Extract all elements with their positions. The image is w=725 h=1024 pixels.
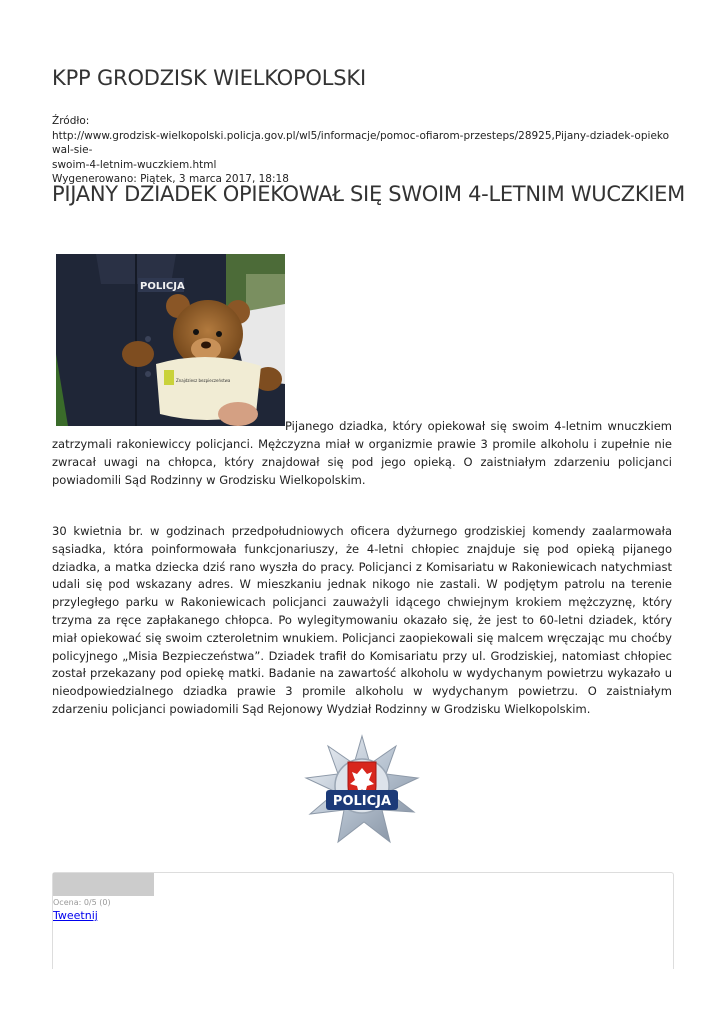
tweet-link[interactable]: Tweetnij — [53, 909, 98, 922]
police-star-logo — [304, 734, 420, 846]
meta-block — [52, 114, 677, 187]
photo-shirt-text: Znajdziesz bezpieczeństwa — [176, 378, 231, 383]
rating-text: Ocena: 0/5 (0) — [53, 898, 111, 907]
site-title: KPP GRODZISK WIELKOPOLSKI — [52, 66, 366, 90]
logo-text: POLICJA — [332, 794, 392, 809]
article-body-paragraph: 30 kwietnia br. w godzinach przedpołudniowych oficera dyżurnego grodziskiej komendy zaalarmowała sąsiadka, która poinformowała funkcjonariuszy, że 4-letni chłopiec znajduje się pod opieką pijanego dziadka, a matka dziecka dziś rano wyszła do pracy. Policjanci z Komisariatu w Rakoniewicach natychmiast udali się pod wskazany adres. W mieszkaniu jednak nikogo nie zastali. W podjętym patrolu na terenie przyległego parku w Rakoniewicach policjanci zauważyli idącego chwiejnym krokiem mężczyznę, który trzyma za ręce zapłakanego chłopca. Po wylegitymowaniu okazało się, że jest to 60-letni dziadek, który miał opiekować się swoim czteroletnim wnukiem. Policjanci zaopiekowali się malcem wręczając mu choćby policyjnego „Misia Bezpieczeństwa”. Dziadek trafił do Komisariatu przy ul. Grodziskiej, natomiast chłopiec został przekazany pod opiekę matki. Badanie na zawartość alkoholu w wydychanym powietrzu wykazało u nieodpowiedzialnego dziadka prawie 3 promile alkoholu w wydychanym powietrzu. O zaistniałym zdarzeniu policjanci powiadomili Sąd Rejonowy Wydział Rodzinny w Grodzisku Wielkopolskim. — [52, 524, 672, 716]
article-lead-text: Pijanego dziadka, który opiekował się swoim 4-letnim wnuczkiem zatrzymali rakoniewiccy policjanci. Mężczyzna miał w organizmie prawie 3 promile alkoholu i zupełnie nie zwracał uwagi na chłopca, który znajdował się pod jego opieką. O zaistniałym zdarzeniu policjanci powiadomili Sąd Rodzinny w Grodzisku Wielkopolskim. — [52, 419, 672, 487]
photo-badge-text: POLICJA — [140, 281, 185, 292]
article-photo — [56, 254, 285, 426]
rating-panel — [52, 872, 674, 969]
source-url-line2: swoim-4-letnim-wuczkiem.html — [52, 158, 217, 171]
rating-stars-bar[interactable] — [53, 873, 154, 896]
article-lead-paragraph — [52, 417, 672, 489]
source-url-line1: http://www.grodzisk-wielkopolski.policja.gov.pl/wl5/informacje/pomoc-ofiarom-przesteps/28925,Pijany-dziadek-opiekowal-sie- — [52, 129, 670, 156]
source-label: Źródło: — [52, 115, 90, 127]
generated-date: Wygenerowano: Piątek, 3 marca 2017, 18:18 — [52, 173, 289, 185]
article-title: PIJANY DZIADEK OPIEKOWAŁ SIĘ SWOIM 4-LETNIM WUCZKIEM — [52, 182, 685, 206]
